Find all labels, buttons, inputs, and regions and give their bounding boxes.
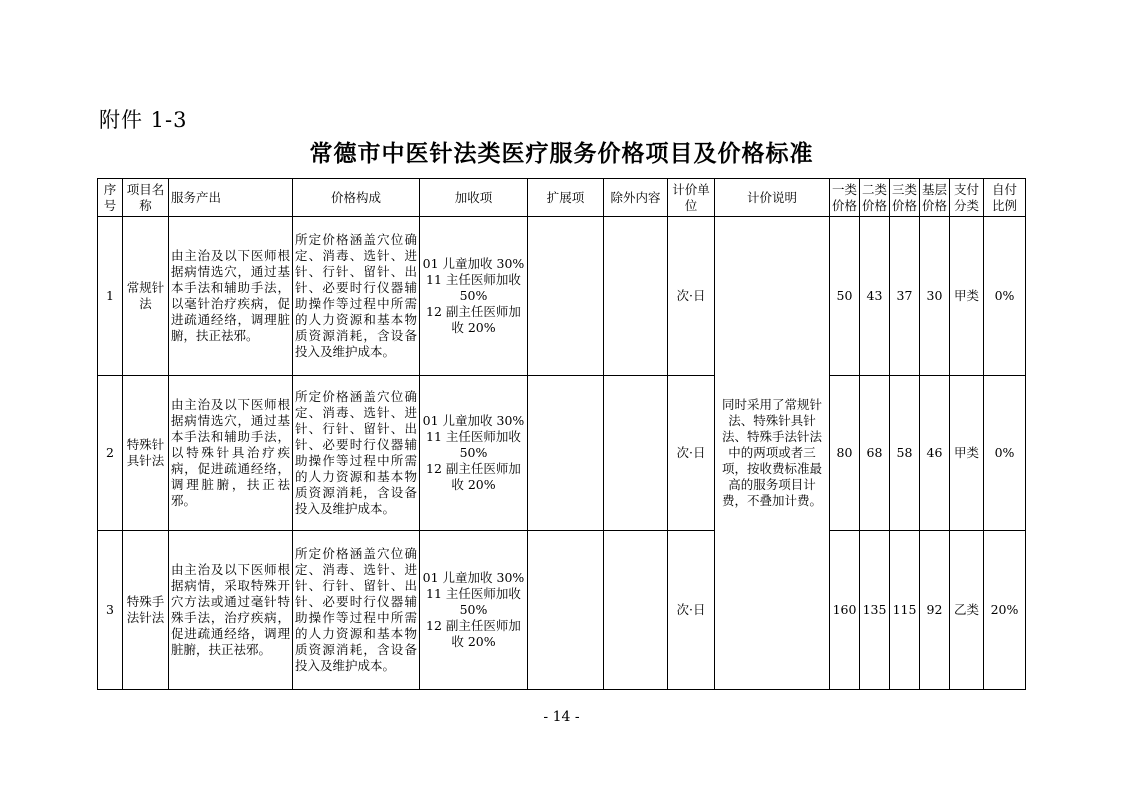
cell-price-base: 92 bbox=[920, 531, 950, 690]
header-surcharge: 加收项 bbox=[420, 179, 528, 217]
document-title: 常德市中医针法类医疗服务价格项目及价格标准 bbox=[309, 140, 814, 167]
header-composition: 价格构成 bbox=[293, 179, 420, 217]
cell-unit: 次·日 bbox=[668, 376, 715, 531]
header-seq: 序号 bbox=[98, 179, 123, 217]
header-price-base: 基层价格 bbox=[920, 179, 950, 217]
header-extension: 扩展项 bbox=[528, 179, 604, 217]
cell-pay-class: 甲类 bbox=[950, 376, 984, 531]
cell-price-class3: 115 bbox=[890, 531, 920, 690]
cell-pay-class: 甲类 bbox=[950, 217, 984, 376]
cell-self-pay: 20% bbox=[984, 531, 1026, 690]
header-unit: 计价单位 bbox=[668, 179, 715, 217]
header-output: 服务产出 bbox=[169, 179, 293, 217]
page-number: - 14 - bbox=[543, 709, 580, 725]
cell-seq: 2 bbox=[98, 376, 123, 531]
header-name: 项目名称 bbox=[123, 179, 169, 217]
header-note: 计价说明 bbox=[715, 179, 830, 217]
cell-excluded bbox=[604, 376, 668, 531]
table-row bbox=[98, 217, 1026, 376]
cell-seq: 3 bbox=[98, 531, 123, 690]
cell-shared-note: 同时采用了常规针法、特殊针具针法、特殊手法针法中的两项或者三项，按收费标准最高的服务项目计费，不叠加计费。 bbox=[715, 217, 830, 690]
cell-price-class1: 80 bbox=[830, 376, 860, 531]
cell-price-class2: 43 bbox=[860, 217, 890, 376]
cell-composition: 所定价格涵盖穴位确定、消毒、选针、进针、行针、留针、出针、必要时行仪器辅助操作等过程中所需的人力资源和基本物质资源消耗，含设备投入及维护成本。 bbox=[293, 531, 420, 690]
cell-pay-class: 乙类 bbox=[950, 531, 984, 690]
cell-seq: 1 bbox=[98, 217, 123, 376]
cell-price-base: 46 bbox=[920, 376, 950, 531]
cell-self-pay: 0% bbox=[984, 376, 1026, 531]
cell-unit: 次·日 bbox=[668, 531, 715, 690]
cell-output: 由主治及以下医师根据病情选穴，通过基本手法和辅助手法，以毫针治疗疾病，促进疏通经络，调理脏腑，扶正祛邪。 bbox=[169, 217, 293, 376]
cell-name: 特殊手法针法 bbox=[123, 531, 169, 690]
header-price-class2: 二类价格 bbox=[860, 179, 890, 217]
cell-name: 特殊针具针法 bbox=[123, 376, 169, 531]
cell-price-class1: 50 bbox=[830, 217, 860, 376]
cell-price-class3: 37 bbox=[890, 217, 920, 376]
table-row bbox=[98, 531, 1026, 690]
cell-composition: 所定价格涵盖穴位确定、消毒、选针、进针、行针、留针、出针、必要时行仪器辅助操作等过程中所需的人力资源和基本物质资源消耗，含设备投入及维护成本。 bbox=[293, 217, 420, 376]
table-header-row bbox=[98, 179, 1026, 217]
header-excluded: 除外内容 bbox=[604, 179, 668, 217]
cell-self-pay: 0% bbox=[984, 217, 1026, 376]
header-pay-class: 支付分类 bbox=[950, 179, 984, 217]
header-price-class3: 三类价格 bbox=[890, 179, 920, 217]
cell-composition: 所定价格涵盖穴位确定、消毒、选针、进针、行针、留针、出针、必要时行仪器辅助操作等过程中所需的人力资源和基本物质资源消耗，含设备投入及维护成本。 bbox=[293, 376, 420, 531]
cell-price-class2: 68 bbox=[860, 376, 890, 531]
cell-surcharge: 01 儿童加收 30% 11 主任医师加收 50% 12 副主任医师加收 20% bbox=[420, 376, 528, 531]
cell-surcharge: 01 儿童加收 30% 11 主任医师加收 50% 12 副主任医师加收 20% bbox=[420, 217, 528, 376]
cell-name: 常规针法 bbox=[123, 217, 169, 376]
cell-extension bbox=[528, 217, 604, 376]
cell-price-class2: 135 bbox=[860, 531, 890, 690]
header-price-class1: 一类价格 bbox=[830, 179, 860, 217]
cell-surcharge: 01 儿童加收 30% 11 主任医师加收 50% 12 副主任医师加收 20% bbox=[420, 531, 528, 690]
cell-unit: 次·日 bbox=[668, 217, 715, 376]
cell-price-base: 30 bbox=[920, 217, 950, 376]
header-self-pay: 自付比例 bbox=[984, 179, 1026, 217]
price-table bbox=[97, 178, 1026, 690]
cell-price-class1: 160 bbox=[830, 531, 860, 690]
cell-price-class3: 58 bbox=[890, 376, 920, 531]
cell-excluded bbox=[604, 217, 668, 376]
cell-extension bbox=[528, 531, 604, 690]
cell-excluded bbox=[604, 531, 668, 690]
annex-label: 附件 1-3 bbox=[99, 108, 188, 132]
cell-output: 由主治及以下医师根据病情选穴，通过基本手法和辅助手法，以特殊针具治疗疾病，促进疏通经络，调理脏腑，扶正祛邪。 bbox=[169, 376, 293, 531]
cell-output: 由主治及以下医师根据病情，采取特殊开穴方法或通过毫针特殊手法，治疗疾病，促进疏通经络，调理脏腑，扶正祛邪。 bbox=[169, 531, 293, 690]
table-row bbox=[98, 376, 1026, 531]
cell-extension bbox=[528, 376, 604, 531]
